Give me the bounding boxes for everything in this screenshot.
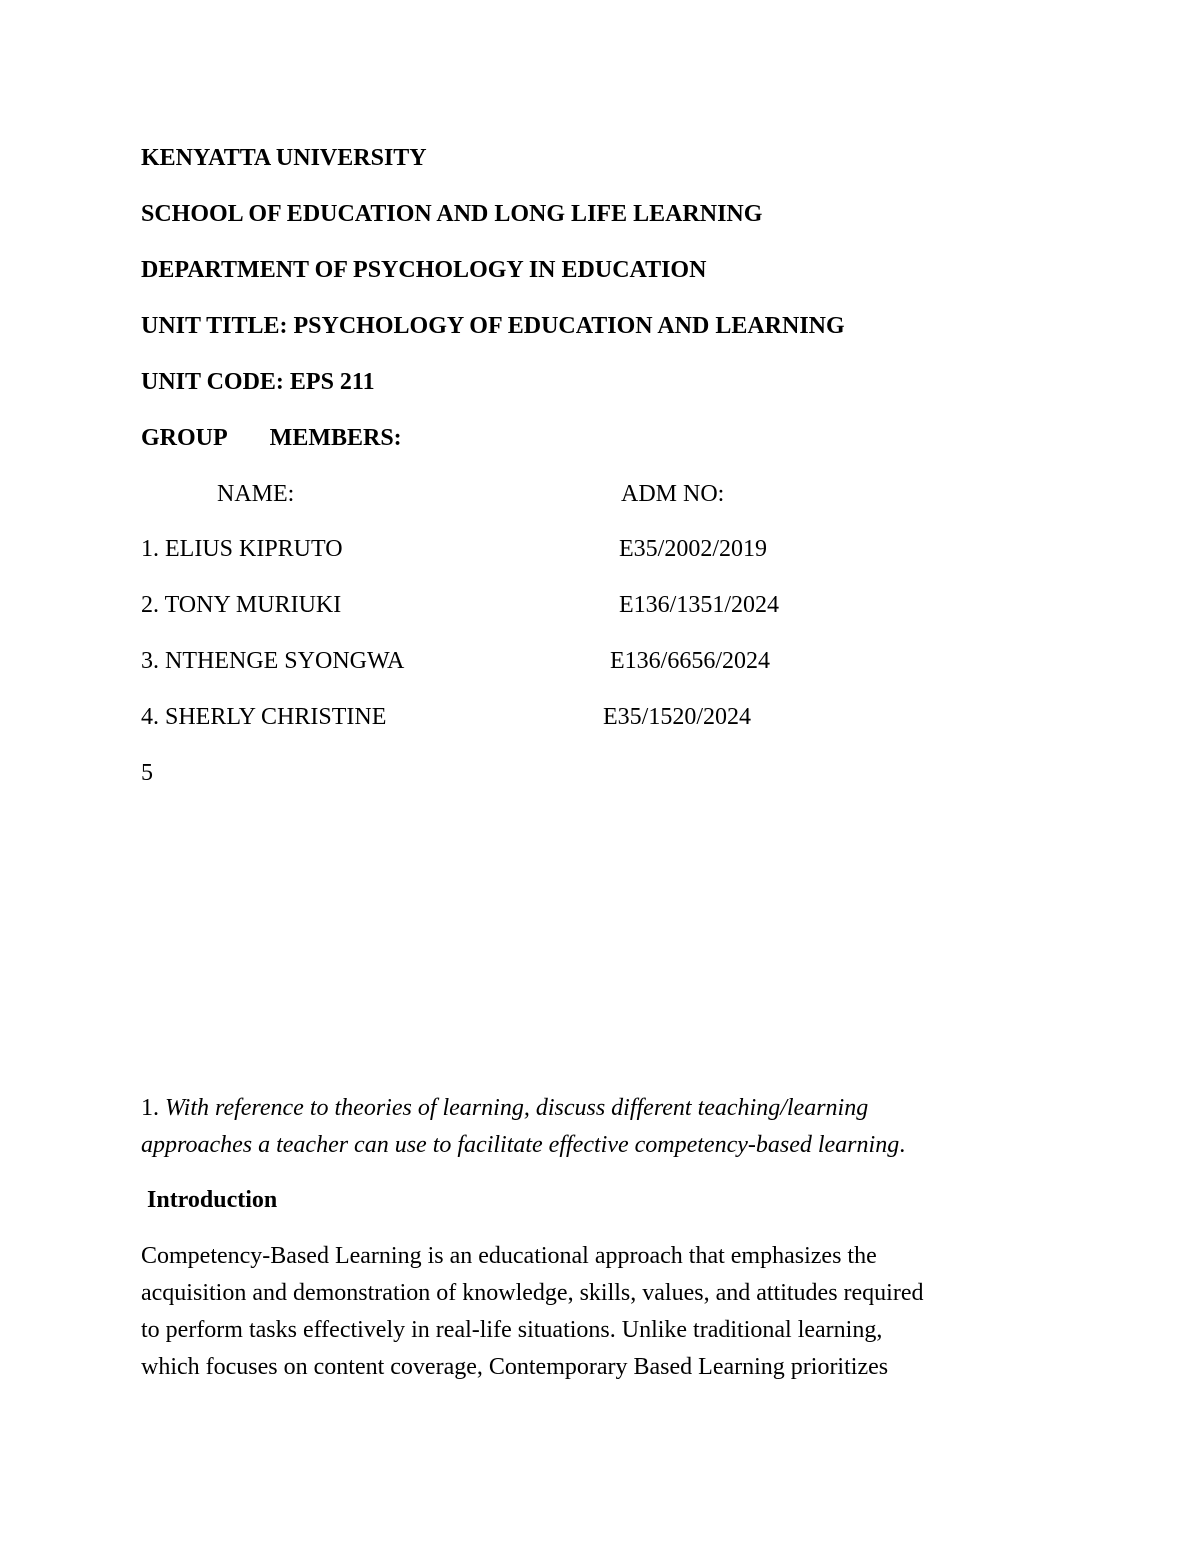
members-label: MEMBERS: [269,425,402,451]
column-header-name: NAME: [217,481,295,507]
university-title: KENYATTA UNIVERSITY [141,145,427,171]
column-header-adm-no: ADM NO: [621,481,725,507]
question-number: 1. [141,1095,165,1121]
member-adm-no: E35/2002/2019 [619,536,767,562]
member-adm-no: E136/1351/2024 [619,592,779,618]
paragraph-line: Competency-Based Learning is an educational approach that emphasizes the [141,1243,877,1269]
question-text: approaches a teacher can use to facilitate effective competency-based learning [141,1132,900,1158]
member-name: 3. NTHENGE SYONGWA [141,648,405,674]
member-adm-no: E136/6656/2024 [610,648,770,674]
group-members-heading [141,423,402,453]
member-name: 5 [141,760,153,786]
member-name: 4. SHERLY CHRISTINE [141,704,387,730]
paragraph-line: which focuses on content coverage, Contemporary Based Learning prioritizes [141,1354,889,1380]
paragraph-line: acquisition and demonstration of knowledge, skills, values, and attitudes required [141,1280,924,1306]
introduction-heading: Introduction [147,1187,278,1213]
question-text: With reference to theories of learning, discuss different teaching/learning [165,1095,869,1121]
paragraph-line: to perform tasks effectively in real-life situations. Unlike traditional learning, [141,1317,883,1343]
question-line-2 [141,1130,905,1160]
question-end: . [899,1132,906,1158]
unit-title: UNIT TITLE: PSYCHOLOGY OF EDUCATION AND LEARNING [141,313,845,339]
school-title: SCHOOL OF EDUCATION AND LONG LIFE LEARNING [141,201,763,227]
department-title: DEPARTMENT OF PSYCHOLOGY IN EDUCATION [141,257,707,283]
member-name: 1. ELIUS KIPRUTO [141,536,343,562]
unit-code: UNIT CODE: EPS 211 [141,369,375,395]
member-name: 2. TONY MURIUKI [141,592,342,618]
group-label: GROUP [141,425,228,451]
member-adm-no: E35/1520/2024 [603,704,751,730]
question-line-1 [141,1093,868,1123]
